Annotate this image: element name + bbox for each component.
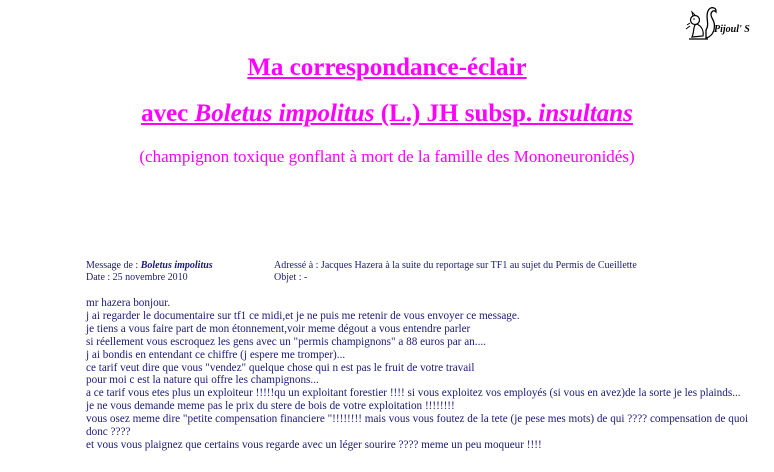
from-line: [86, 260, 213, 272]
date-line: Date : 25 novembre 2010: [86, 272, 188, 283]
message-line: ce tarif veut dire que vous "vendez" quelque chose qui n est pas le fruit de votre travail: [86, 361, 475, 374]
title-subspecies: insultans: [538, 100, 633, 127]
page-title: Ma correspondance-éclair: [247, 54, 527, 81]
page-subtitle: (champignon toxique gonflant à mort de la famille des Mononeuronidés): [139, 147, 635, 166]
logo-text: Pijoul' S: [714, 24, 750, 35]
title-prefix: avec: [141, 100, 195, 127]
page-title-line2: [0, 100, 774, 128]
message-header-right: [274, 260, 637, 284]
message-line: mr hazera bonjour.: [86, 297, 171, 309]
message-line: je tiens a vous faire part de mon étonnement,voir meme dégout a vous entendre parler: [86, 322, 471, 335]
from-value: Boletus impolitus: [140, 260, 213, 271]
message-line: pour moi c est la nature qui offre les champignons...: [86, 374, 319, 387]
to-line: Adressé à : Jacques Hazera à la suite du reportage sur TF1 au sujet du Permis de Cueillette: [274, 260, 637, 271]
message-line: et vous vous plaignez que certains vous regarde avec un léger sourire ???? meme un peu moqueur !!!!: [86, 438, 542, 451]
message-line: j ai regarder le documentaire sur tf1 ce midi,et je ne puis me retenir de vous envoyer ce message.: [86, 309, 520, 322]
subject-line: Objet : -: [274, 272, 308, 283]
message-line: je ne vous demande meme pas le prix du stere de bois de votre exploitation !!!!!!!!: [86, 400, 455, 413]
message-header-left: [86, 260, 213, 284]
title-middle: (L.) JH subsp.: [374, 100, 539, 127]
message-line: vous osez meme dire "petite compensation financiere "!!!!!!!! mais vous vous foutez de la tete (je pese mes mots) de qui ???? compensation de quoi donc ????: [86, 413, 749, 439]
title-species: Boletus impolitus: [194, 100, 375, 127]
message-line: j ai bondis en entendant ce chiffre (j espere me tromper)...: [86, 348, 346, 361]
squirrel-icon: [684, 6, 718, 42]
message-line: si réellement vous escroquez les gens avec un "permis champignons" a 88 euros par an....: [86, 335, 486, 348]
from-label: Message de :: [86, 260, 141, 271]
message-line: a ce tarif vous etes plus un exploiteur !!!!!qu un exploitant forestier !!!! si vous exploitez vos employés (si vous en avez)de la sorte je les plainds...: [86, 387, 741, 400]
logo: [684, 6, 766, 44]
message-body: [86, 297, 756, 452]
